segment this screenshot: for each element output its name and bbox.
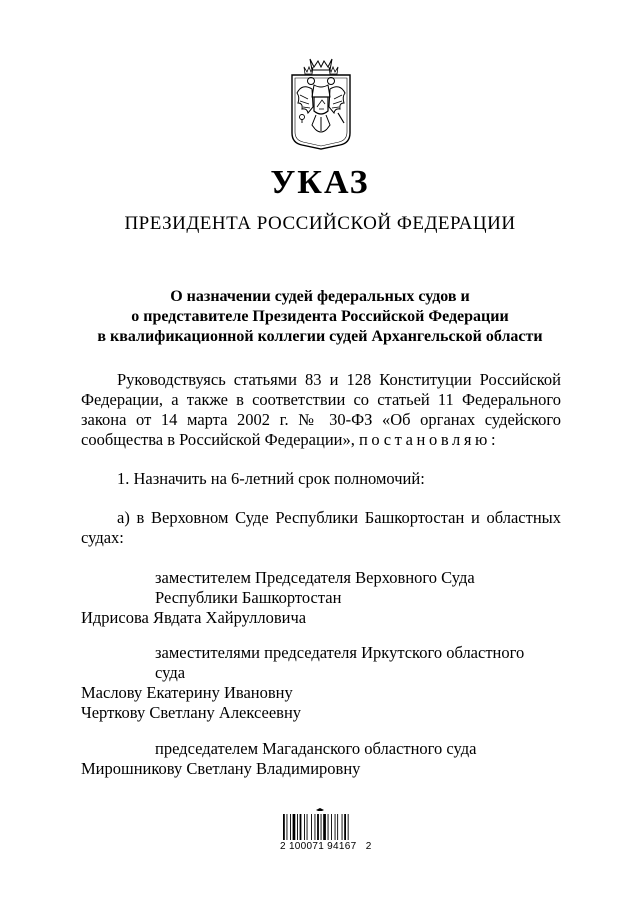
heading-line: в квалификационной коллегии судей Архангельской области [97,328,543,345]
person-name: Маслову Екатерину Ивановну [81,683,293,702]
barcode-bar [337,814,338,840]
appointment-block [81,643,561,723]
barcode-bar [307,814,308,840]
preamble-paragraph [81,370,561,450]
barcode-bar [342,814,343,840]
document-subtitle: ПРЕЗИДЕНТА РОССИЙСКОЙ ФЕДЕРАЦИИ [124,213,516,234]
item-1: 1. Назначить на 6-летний срок полномочий: [117,469,425,488]
preamble-text: Руководствуясь статьями 83 и 128 Конституции Российской Федерации, а также в соответствии со статьей 11 Федерального закона от 14 марта 2002 г. № 30-ФЗ «Об органах судейского сообщества в Российской Федерации», [81,370,561,449]
position-line: заместителями председателя Иркутского областного [155,643,525,662]
barcode-bar [290,814,291,840]
barcode-bar [348,814,349,840]
position-line: суда [155,663,186,682]
barcode-bar [287,814,288,840]
person-name: Черткову Светлану Алексеевну [81,703,302,722]
barcode-bar [315,814,316,840]
barcode-caption [280,841,380,853]
appointment-block [81,739,561,779]
barcode-bar [328,814,329,840]
decree-heading [60,287,580,347]
barcode-bar [297,814,298,840]
page-number: 2 [365,841,372,852]
barcode-number: 2 100071 94167 [280,841,357,852]
barcode-bar [321,814,322,840]
barcode-bar [323,814,326,840]
decree-word: постановляю: [359,430,500,449]
barcode-bar [335,814,336,840]
barcode-bar [344,814,346,840]
barcode-bar [311,814,312,840]
item-1a: а) в Верховном Суде Республики Башкортостан и областных судах: [81,508,561,547]
state-emblem-icon [278,55,364,151]
barcode-bar [293,814,296,840]
barcode-bar [300,814,302,840]
person-name: Мирошникову Светлану Владимировну [81,759,361,778]
position-line: Республики Башкортостан [155,588,342,607]
document-title: УКАЗ [270,164,370,201]
position-line: председателем Магаданского областного суда [155,739,477,758]
appointment-block [81,568,561,628]
barcode-bar [283,814,285,840]
barcode-bar [317,814,319,840]
barcode-bar [304,814,305,840]
heading-line: О назначении судей федеральных судов и [170,288,470,305]
person-name: Идрисова Явдата Хайрулловича [81,608,307,627]
barcode-bar [331,814,332,840]
position-line: заместителем Председателя Верховного Суда [155,568,475,587]
heading-line: о представителе Президента Российской Федерации [131,308,509,325]
